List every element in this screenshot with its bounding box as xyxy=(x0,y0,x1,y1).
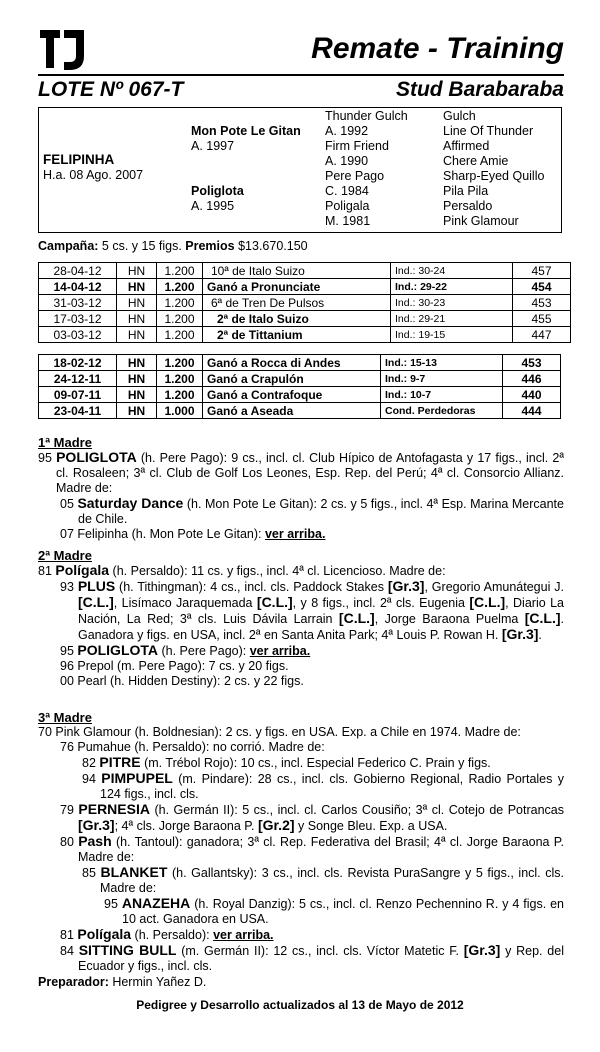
table-cell: Ind.: 29-22 xyxy=(391,279,513,295)
dam-year: A. 1995 xyxy=(191,199,235,213)
header xyxy=(38,22,564,110)
table-cell: HN xyxy=(117,327,157,343)
table-cell: 2ª de Italo Suizo xyxy=(203,311,391,327)
table-cell: HN xyxy=(117,295,157,311)
produce-entry: 85 BLANKET (h. Gallantsky): 3 cs., incl. cls. Revista PuraSangre y 5 figs., incl. cls. Madre de: xyxy=(82,864,564,895)
table-cell: Ind.: 30-23 xyxy=(391,295,513,311)
table-cell: Ganó a Pronunciate xyxy=(203,279,391,295)
horse-info: H.a. 08 Ago. 2007 xyxy=(43,168,144,182)
pedigree-ancestor: Chere Amie xyxy=(443,154,509,168)
produce-entry: 84 SITTING BULL (m. Germán II): 12 cs., incl. cls. Víctor Matetic F. [Gr.3] y Rep. del Ecuador y figs., incl. cls. xyxy=(60,942,564,973)
table-cell: Ganó a Rocca di Andes xyxy=(203,355,381,371)
table-cell: 31-03-12 xyxy=(39,295,117,311)
table-cell: HN xyxy=(117,279,157,295)
table-cell: 1.200 xyxy=(157,295,203,311)
table-cell: 446 xyxy=(503,371,561,387)
produce-entry: 76 Pumahue (h. Persaldo): no corrió. Madre de: xyxy=(60,740,325,754)
produce-entry: 81 Polígala (h. Persaldo): ver arriba. xyxy=(60,926,274,942)
table-cell: 453 xyxy=(513,295,571,311)
table-cell: 17-03-12 xyxy=(39,311,117,327)
pedigree-ancestor: A. 1990 xyxy=(325,154,369,168)
table-cell: Ind.: 19-15 xyxy=(391,327,513,343)
table-cell: 1.200 xyxy=(157,355,203,371)
table-cell: 14-04-12 xyxy=(39,279,117,295)
table-cell: Ind.: 9-7 xyxy=(381,371,503,387)
table-cell: 440 xyxy=(503,387,561,403)
produce-entry: 95 POLIGLOTA (h. Pere Pago): ver arriba. xyxy=(60,642,311,658)
table-cell: HN xyxy=(117,387,157,403)
produce-entry: 80 Pash (h. Tantoul): ganadora; 3ª cl. Rep. Federativa del Brasil; 4ª cl. Jorge Baraona P. Madre de: xyxy=(60,833,564,864)
produce-entry: 96 Prepol (m. Pere Pago): 7 cs. y 20 figs. xyxy=(60,659,289,673)
pedigree-ancestor: Line Of Thunder xyxy=(443,124,534,138)
table-cell: 10ª de Italo Suizo xyxy=(203,263,391,279)
dam-name: Poliglota xyxy=(191,184,244,198)
table-cell: 6ª de Tren De Pulsos xyxy=(203,295,391,311)
produce-entry: 00 Pearl (h. Hidden Destiny): 2 cs. y 22 figs. xyxy=(60,674,304,688)
table-cell: 447 xyxy=(513,327,571,343)
table-row xyxy=(39,403,561,419)
pedigree-ancestor: Poligala xyxy=(325,199,370,213)
table-cell: Cond. Perdedoras xyxy=(381,403,503,419)
table-cell: Ind.: 29-21 xyxy=(391,311,513,327)
stud-name: Stud Barabaraba xyxy=(395,78,564,101)
pedigree-ancestor: Sharp-Eyed Quillo xyxy=(443,169,545,183)
table-cell: Ganó a Contrafoque xyxy=(203,387,381,403)
pedigree-ancestor: Affirmed xyxy=(443,139,490,153)
table-cell: 24-12-11 xyxy=(39,371,117,387)
third-dam-heading: 3ª Madre xyxy=(38,710,92,725)
table-cell: 455 xyxy=(513,311,571,327)
pedigree-ancestor: Pila Pila xyxy=(443,184,489,198)
table-row xyxy=(39,295,571,311)
trainer-line: Preparador: Hermin Yañez D. xyxy=(38,975,207,989)
first-dam-section xyxy=(38,433,564,542)
footer-note: Pedigree y Desarrollo actualizados al 13 de Mayo de 2012 xyxy=(136,998,464,1012)
table-cell: Ind.: 15-13 xyxy=(381,355,503,371)
table-cell: 457 xyxy=(513,263,571,279)
pedigree-ancestor: Pink Glamour xyxy=(443,214,519,228)
produce-entry: 79 PERNESIA (h. Germán II): 5 cs., incl. cl. Carlos Cousiño; 3ª cl. Cotejo de Potrancas [Gr.3]; 4ª cls. Jorge Baraona P. [Gr.2] y Songe Bleu. Exp. a USA. xyxy=(60,801,564,833)
pedigree-ancestor: Persaldo xyxy=(443,199,493,213)
table-cell: 03-03-12 xyxy=(39,327,117,343)
pedigree-box xyxy=(38,107,562,233)
table-cell: HN xyxy=(117,403,157,419)
third-dam-section xyxy=(38,708,564,974)
table-cell: Ind.: 30-24 xyxy=(391,263,513,279)
sire-name: Mon Pote Le Gitan xyxy=(191,124,301,138)
pedigree-ancestor: M. 1981 xyxy=(325,214,371,228)
table-cell: 23-04-11 xyxy=(39,403,117,419)
second-dam-heading: 2ª Madre xyxy=(38,548,92,563)
pedigree-ancestor: Thunder Gulch xyxy=(325,109,408,123)
table-row xyxy=(39,387,561,403)
table-cell: 444 xyxy=(503,403,561,419)
table-cell: Ganó a Aseada xyxy=(203,403,381,419)
table-row xyxy=(39,311,571,327)
table-cell: 1.200 xyxy=(157,327,203,343)
lot-number: LOTE Nº 067-T xyxy=(38,78,184,101)
pedigree-ancestor: C. 1984 xyxy=(325,184,369,198)
table-cell: HN xyxy=(117,263,157,279)
table-cell: 18-02-12 xyxy=(39,355,117,371)
table-cell: HN xyxy=(117,311,157,327)
produce-entry: 82 PITRE (m. Trébol Rojo): 10 cs., incl. Especial Federico C. Prain y figs. xyxy=(82,754,491,770)
horse-name: FELIPINHA xyxy=(43,152,115,167)
table-row xyxy=(39,327,571,343)
table-row xyxy=(39,355,561,371)
logo-icon xyxy=(38,26,88,72)
table-cell: 1.000 xyxy=(157,403,203,419)
table-cell: 1.200 xyxy=(157,263,203,279)
table-row xyxy=(39,371,561,387)
page-title: Remate - Training xyxy=(311,32,564,65)
pedigree-ancestor: Gulch xyxy=(443,109,476,123)
dam-entry: 95 POLIGLOTA (h. Pere Pago): 9 cs., incl. cl. Club Hípico de Antofagasta y 17 figs., incl. 2ª cl. Rosaleen; 3ª cl. Club de Golf Los Leones, Esp. Rep. del Perú; 4ª cl. Consorcio Allianz. Madre de: xyxy=(38,449,564,495)
second-dam-section xyxy=(38,546,564,689)
table-cell: 28-04-12 xyxy=(39,263,117,279)
table-cell: 1.200 xyxy=(157,279,203,295)
produce-entry: 05 Saturday Dance (h. Mon Pote Le Gitan): 2 cs. y 5 figs., incl. 4ª Esp. Marina Mercante de Chile. xyxy=(60,495,564,526)
produce-entry: 93 PLUS (h. Tithingman): 4 cs., incl. cls. Paddock Stakes [Gr.3], Gregorio Amunátegui J. [C.L.], Lisímaco Jaraquemada [C.L.], y 8 figs., incl. 2ª cls. Eugenia [C.L.], Diario La Nación, La Red; 3ª cls. Luis Dávila Larrain [C.L.], Jorge Baraona Puelma [C.L.]. Ganadora y figs. en USA, incl. 2ª en Santa Anita Park; 4ª Louis P. Rowan H. [Gr.3]. xyxy=(60,578,564,642)
pedigree-ancestor: A. 1992 xyxy=(325,124,369,138)
pedigree-ancestor: Pere Pago xyxy=(325,169,385,183)
header-divider xyxy=(38,74,564,76)
table-cell: 09-07-11 xyxy=(39,387,117,403)
produce-entry: 94 PIMPUPEL (m. Pindare): 28 cs., incl. cls. Gobierno Regional, Radio Portales y 124 figs., incl. cls. xyxy=(82,770,564,801)
table-cell: HN xyxy=(117,371,157,387)
dam-entry: 70 Pink Glamour (h. Boldnesian): 2 cs. y figs. en USA. Exp. a Chile en 1974. Madre de: xyxy=(38,725,521,739)
pedigree-ancestor: Firm Friend xyxy=(325,139,389,153)
sire-year: A. 1997 xyxy=(191,139,235,153)
table-row xyxy=(39,263,571,279)
table-cell: 2ª de Tittanium xyxy=(203,327,391,343)
race-table-earlier xyxy=(38,354,561,419)
produce-entry: 95 ANAZEHA (h. Royal Danzig): 5 cs., incl. cl. Renzo Pechennino R. y 4 figs. en 10 act. Ganadora en USA. xyxy=(104,895,564,926)
table-cell: Ganó a Crapulón xyxy=(203,371,381,387)
produce-entry: 07 Felipinha (h. Mon Pote Le Gitan): ver arriba. xyxy=(60,527,326,541)
table-cell: 1.200 xyxy=(157,387,203,403)
first-dam-heading: 1ª Madre xyxy=(38,435,92,450)
table-cell: 454 xyxy=(513,279,571,295)
table-cell: 453 xyxy=(503,355,561,371)
table-cell: 1.200 xyxy=(157,311,203,327)
campaign-line: Campaña: 5 cs. y 15 figs. Premios $13.670.150 xyxy=(38,239,308,253)
dam-entry: 81 Polígala (h. Persaldo): 11 cs. y figs., incl. 4ª cl. Licencioso. Madre de: xyxy=(38,562,446,578)
table-cell: HN xyxy=(117,355,157,371)
table-row xyxy=(39,279,571,295)
table-cell: 1.200 xyxy=(157,371,203,387)
race-table-recent xyxy=(38,262,571,343)
table-cell: Ind.: 10-7 xyxy=(381,387,503,403)
